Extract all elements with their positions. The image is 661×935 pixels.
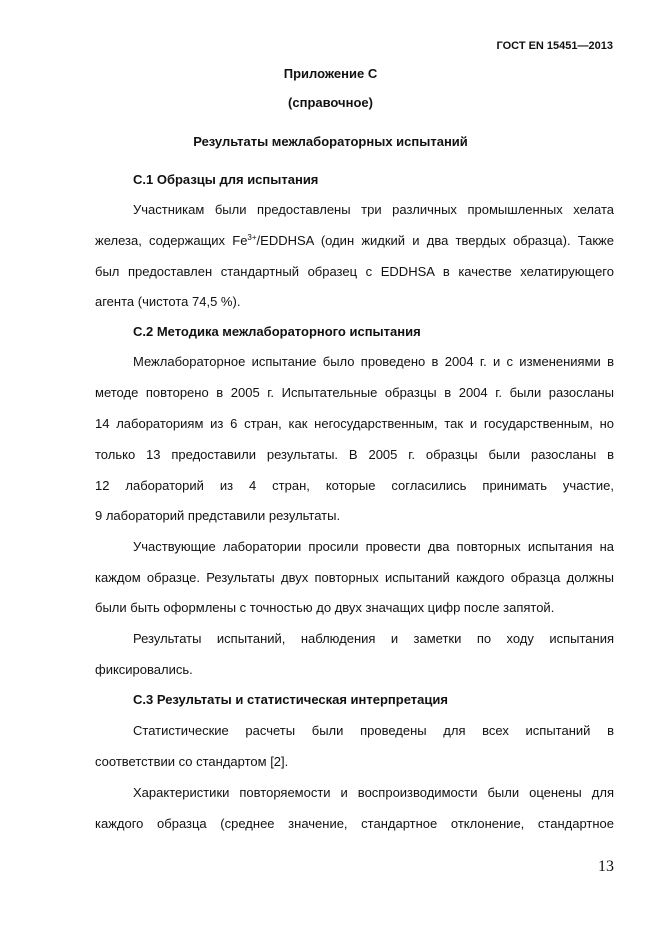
paragraph-line: фиксировались. [95, 662, 193, 677]
paragraph-line: Результаты испытаний, наблюдения и заметки по ходу испытания [133, 631, 614, 646]
appendix-type: (справочное) [288, 95, 373, 110]
standard-header: ГОСТ EN 15451—2013 [496, 40, 613, 52]
paragraph-line: 14 лабораториям из 6 стран, как негосударственным, так и государственным, но [95, 416, 614, 431]
paragraph-line: Характеристики повторяемости и воспроизводимости были оценены для [133, 785, 614, 800]
section-c3-title: С.3 Результаты и статистическая интерпретация [133, 692, 448, 707]
text-fragment: железа, содержащих Fe [95, 233, 248, 248]
paragraph-line: были быть оформлены с точностью до двух значащих цифр после запятой. [95, 600, 555, 615]
paragraph-line: агента (чистота 74,5 %). [95, 294, 241, 309]
paragraph-line: Участникам были предоставлены три различных промышленных хелата [133, 202, 614, 217]
paragraph-line: Участвующие лаборатории просили провести два повторных испытания на [133, 539, 614, 554]
section-c1-title: С.1 Образцы для испытания [133, 172, 319, 187]
paragraph-line: соответствии со стандартом [2]. [95, 754, 289, 769]
paragraph-line: 9 лабораторий представили результаты. [95, 508, 341, 523]
paragraph-line: только 13 предоставили результаты. В 2005 г. образцы были разосланы в [95, 447, 614, 462]
paragraph-line: 12 лабораторий из 4 стран, которые согласились принимать участие, [95, 478, 614, 493]
paragraph-line: каждого образца (среднее значение, стандартное отклонение, стандартное [95, 816, 614, 831]
paragraph-line: каждом образце. Результаты двух повторных испытаний каждого образца должны [95, 570, 614, 585]
paragraph-line [95, 233, 614, 248]
text-fragment: /EDDHSA (один жидкий и два твердых образца). Также [256, 233, 614, 248]
superscript: 3+ [247, 233, 257, 242]
page-number: 13 [598, 858, 614, 875]
appendix-heading: Результаты межлабораторных испытаний [193, 134, 468, 149]
section-c2-title: С.2 Методика межлабораторного испытания [133, 324, 421, 339]
paragraph-line: был предоставлен стандартный образец с EDDHSA в качестве хелатирующего [95, 264, 614, 279]
paragraph-line: методе повторено в 2005 г. Испытательные образцы в 2004 г. были разосланы [95, 385, 614, 400]
paragraph-line: Статистические расчеты были проведены для всех испытаний в [133, 723, 614, 738]
appendix-title: Приложение С [283, 66, 378, 81]
paragraph-line: Межлабораторное испытание было проведено в 2004 г. и с изменениями в [133, 354, 614, 369]
